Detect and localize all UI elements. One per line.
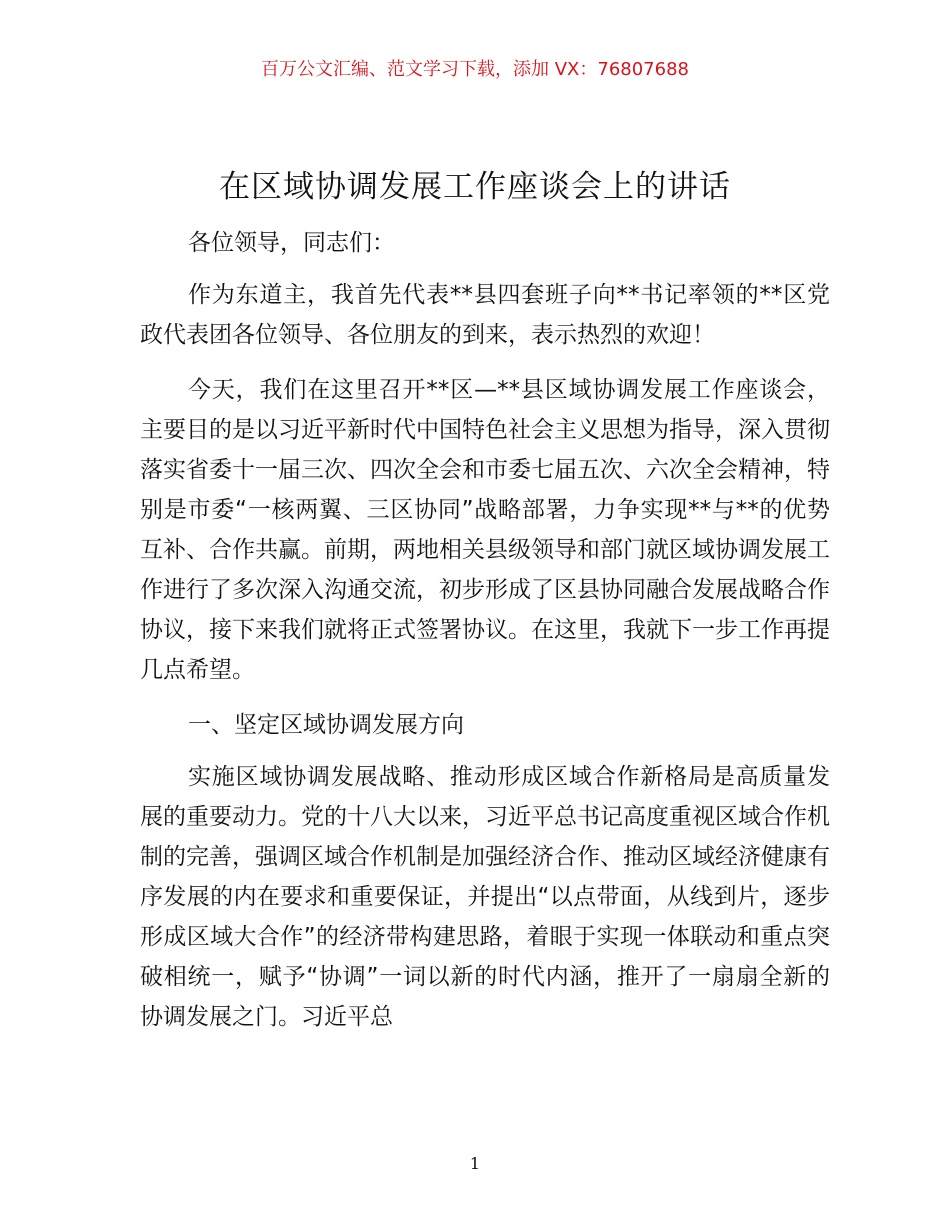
page-number: 1: [469, 1154, 481, 1173]
watermark-banner: 百万公文汇编、范文学习下载，添加 VX：76807688: [261, 59, 689, 80]
section-heading-1: 一、坚定区域协调发展方向: [188, 712, 464, 738]
paragraph-welcome: 作为东道主，我首先代表**县四套班子向**书记率领的**区党政代表团各位领导、各位朋友的到来，表示热烈的欢迎！: [140, 282, 830, 348]
document-body: [140, 223, 830, 1052]
salutation: 各位领导，同志们：: [188, 230, 395, 256]
document-title: 在区域协调发展工作座谈会上的讲话: [219, 169, 731, 205]
paragraph-purpose: 今天，我们在这里召开**区—**县区域协调发展工作座谈会，主要目的是以习近平新时代中国特色社会主义思想为指导，深入贯彻落实省委十一届三次、四次全会和市委七届五次、六次全会精神，特别是市委“一核两翼、三区协同”战略部署，力争实现**与**的优势互补、合作共赢。前期，两地相关县级领导和部门就区域协调发展工作进行了多次深入沟通交流，初步形成了区县协同融合发展战略合作协议，接下来我们就将正式签署协议。在这里，我就下一步工作再提几点希望。: [140, 377, 830, 683]
paragraph-strategy: 实施区域协调发展战略、推动形成区域合作新格局是高质量发展的重要动力。党的十八大以来，习近平总书记高度重视区域合作机制的完善，强调区域合作机制是加强经济合作、推动区域经济健康有序发展的内在要求和重要保证，并提出“以点带面，从线到片，逐步形成区域大合作”的经济带构建思路，着眼于实现一体联动和重点突破相统一，赋予“协调”一词以新的时代内涵，推开了一扇扇全新的协调发展之门。习近平总: [140, 764, 830, 1030]
